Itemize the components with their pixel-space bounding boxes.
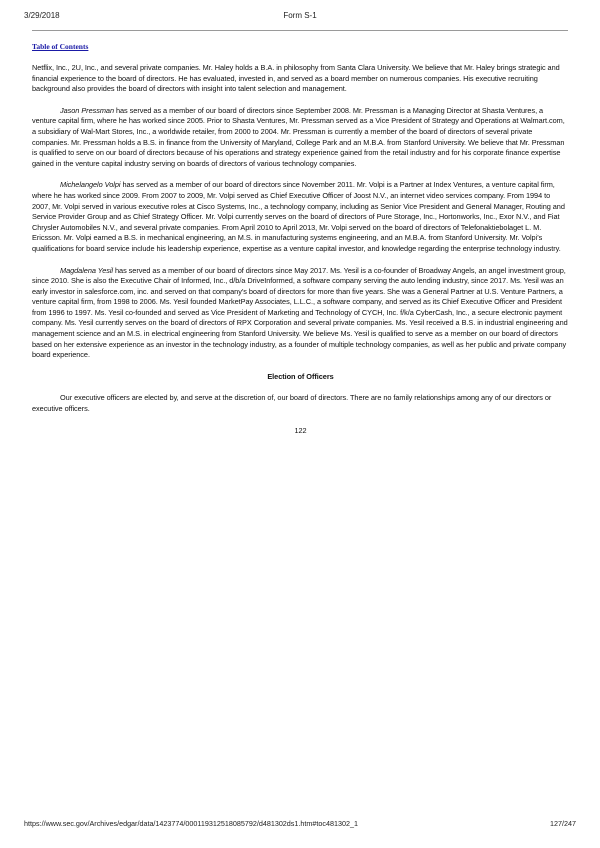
paragraph-election-of-officers: Our executive officers are elected by, and serve at the discretion of, our board of directors. There are no family relationships among any of our directors or executive officers.	[32, 393, 552, 414]
document-body	[32, 63, 569, 436]
bio-pressman: has served as a member of our board of directors since September 2008. Mr. Pressman is a Managing Director at Shasta Ventures, a venture capital firm, where he has worked since 2005. Prior to Shasta Ventures, Mr. Pressman served as a Vice President of Strategy and Operations at Walmart.com, a subsidiary of Wal-Mart Stores, Inc., a worldwide retailer, from 2000 to 2004. Mr. Pressman is currently a member of the board of directors of several private companies. Mr. Pressman holds a B.S. in finance from the University of Maryland, College Park and an M.B.A. from Stanford University. We believe that Mr. Pressman is qualified to serve on our board of directors because of his operations and strategy experience gained from the retail industry and for his corporate finance expertise gained in the venture capital industry serving on boards of directors of various technology companies.	[32, 105, 565, 168]
page-count: 127/247	[550, 819, 576, 828]
paragraph-pressman	[32, 106, 569, 170]
header-divider	[32, 30, 568, 31]
director-name-yesil: Magdalena Yesil	[60, 265, 114, 275]
paragraph-volpi	[32, 180, 569, 254]
bio-volpi: has served as a member of our board of directors since November 2011. Mr. Volpi is a Partner at Index Ventures, a venture capital firm, where he has worked since 2009. From 2007 to 2009, Mr. Volpi served as Chief Executive Officer of Joost N.V., an internet video services company. From 1994 to 2007, Mr. Volpi served in various executive roles at Cisco Systems, Inc., a technology company, including as Senior Vice President and General Manager, Routing and Service Provider Group and as Chief Strategy Officer. Mr. Volpi currently serves on the board of directors of Pure Storage, Inc., Hortonworks, Inc., Exor N.V., and Fiat Chrysler Automobiles N.V., and several private companies. From April 2010 to April 2013, Mr. Volpi served on the board of directors of Telefonaktiebolaget L. M. Ericsson. Mr. Volpi earned a B.S. in mechanical engineering, an M.S. in manufacturing systems engineering, and an M.B.A. from Stanford University. Mr. Volpi’s qualifications for board service include his leadership experience, expertise as a venture capital investor, and knowledge regarding the enterprise technology industry.	[32, 180, 565, 253]
page-number: 122	[294, 425, 307, 435]
bio-yesil: has served as a member of our board of directors since May 2017. Ms. Yesil is a co-founder of Broadway Angels, an angel investment group, since 2010. She is also the Executive Chair of Informed, Inc., d/b/a DriveInformed, a software company serving the auto lending industry, since 2017. Ms. Yesil was an early investor in salesforce.com, inc. and served on that company’s board of directors for more than five years. She was a General Partner at U.S. Venture Partners, a venture capital firm, from 1998 to 2006. Ms. Yesil founded MarketPay Associates, L.L.C., a software company, and served as its Chief Executive Officer and President from 1996 to 1997. Ms. Yesil co-founded and served as Vice President of Marketing and Technology of CYCH, Inc. f/k/a CyberCash, Inc., a secure electronic payment company. Ms. Yesil currently serves on the board of directors of RPX Corporation and several private companies. Ms. Yesil received a B.S. in industrial engineering and management science and an M.S. in electrical engineering from Stanford University. We believe Ms. Yesil is qualified to serve as a member on our board of directors based on her extensive experience as an investor in the technology industry, as a founder of multiple technology companies, as well as her public and private company board experience.	[32, 265, 568, 360]
print-date: 3/29/2018	[24, 11, 60, 20]
section-heading-election-of-officers: Election of Officers	[267, 371, 334, 381]
print-title: Form S-1	[283, 11, 317, 20]
director-name-pressman: Jason Pressman	[60, 105, 114, 115]
paragraph-haley-continued: Netflix, Inc., 2U, Inc., and several private companies. Mr. Haley holds a B.A. in philosophy from Santa Clara University. We believe that Mr. Haley brings strategic and financial experience to the board of directors. He has evaluated, invested in, and served as a board member on numerous companies. His executive recruiting background also provides the board of directors with insight into talent selection and management.	[32, 63, 560, 94]
print-footer	[24, 819, 576, 831]
source-url: https://www.sec.gov/Archives/edgar/data/1423774/000119312518085792/d481302ds1.htm#toc481302_1	[24, 819, 358, 828]
table-of-contents-link[interactable]: Table of Contents	[32, 42, 89, 51]
director-name-volpi: Michelangelo Volpi	[60, 180, 121, 190]
print-header	[24, 8, 576, 22]
paragraph-yesil	[32, 266, 569, 361]
